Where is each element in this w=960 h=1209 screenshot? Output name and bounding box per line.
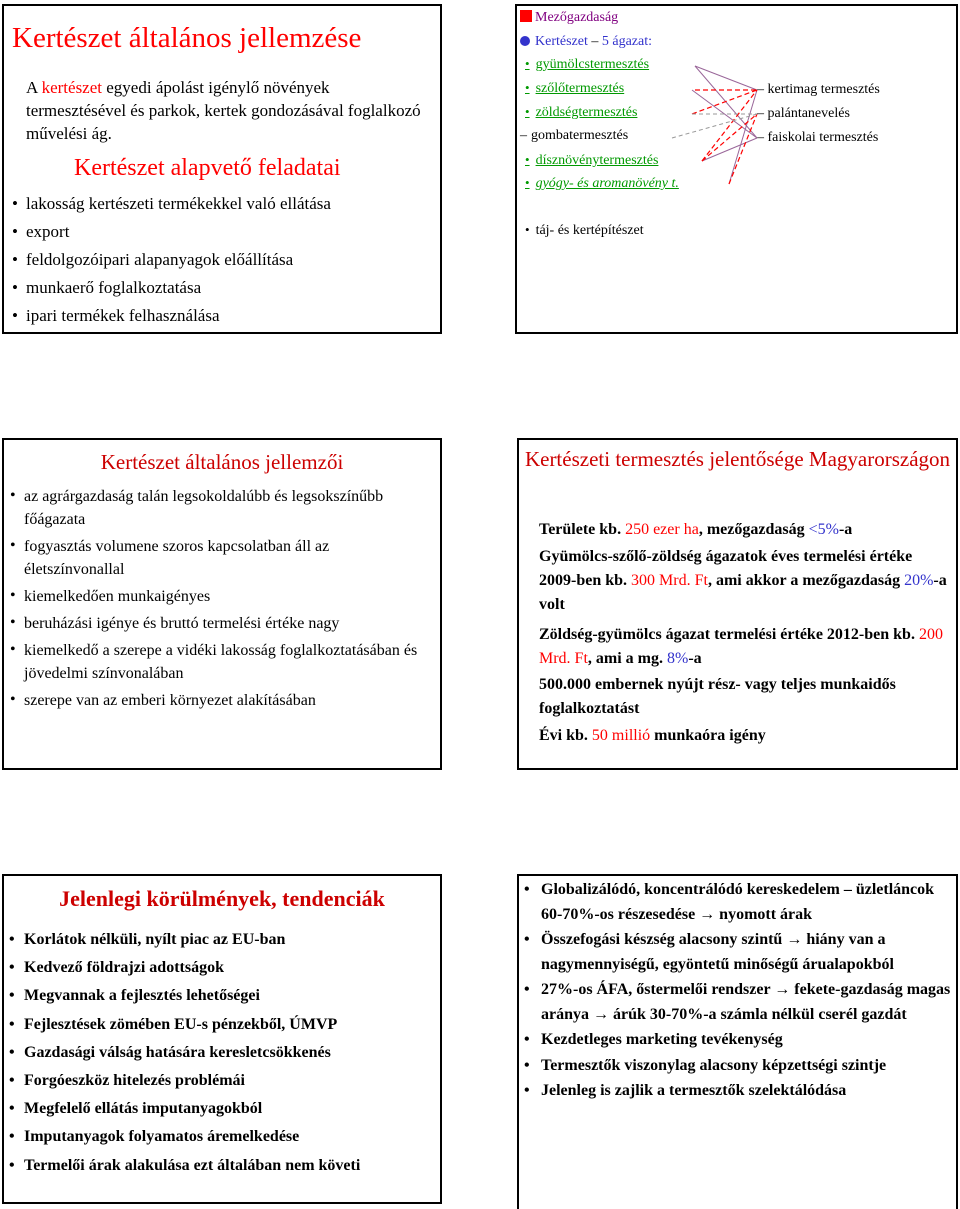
connection-lines [517, 6, 957, 332]
list-item: • munkaerő foglalkoztatása [4, 274, 331, 302]
list-item: • az agrárgazdaság talán legsokoldalúbb és legsokszínűbb főágazata [12, 485, 432, 531]
slide-jelentosege [517, 438, 958, 770]
list-item: • Gazdasági válság hatására keresletcsökkenés [4, 1039, 360, 1067]
branch-gomba: – gombatermesztés [520, 128, 629, 143]
list-item: • Termelői árak alakulása ezt általában nem követi [4, 1152, 360, 1180]
branch-szolo: • szőlőtermesztés [525, 80, 625, 96]
list-item: • 27%-os ÁFA, őstermelői rendszer → fekete-gazdaság magas aránya → árúk 30-70%-a számla nélkül cserél gazdát [519, 978, 951, 1027]
list-item: • kiemelkedően munkaigényes [12, 585, 432, 608]
right-palanta: – palántanevelés [757, 106, 850, 121]
terulet-paragraph: Területe kb. 250 ezer ha, mezőgazdaság <5%-a [539, 521, 853, 538]
termelesi-ertek-2009: Gyümölcs-szőlő-zöldség ágazatok éves termelési értéke 2009-ben kb. 300 Mrd. Ft, ami akkor a mezőgazdaság 20%-a volt [539, 548, 947, 613]
termelesi-ertek-2012: Zöldség-gyümölcs ágazat termelési értéke 2012-ben kb. 200 Mrd. Ft, ami a mg. 8%-a [539, 626, 943, 667]
characteristics-list [12, 485, 432, 716]
list-item: • Fejlesztések zömében EU-s pénzekből, ÚMVP [4, 1011, 360, 1039]
list-item: • kiemelkedő a szerepe a vidéki lakosság foglalkoztatásában és jövedelmi színvonalában [12, 639, 432, 685]
slide-agazatok [515, 4, 958, 334]
slide-jellemzoi [2, 438, 442, 770]
list-item: • Imputanyagok folyamatos áremelkedése [4, 1123, 360, 1151]
list-item: • beruházási igénye és bruttó termelési értéke nagy [12, 612, 432, 635]
branch-zoldseg: • zöldségtermesztés [525, 104, 638, 120]
slide-kerteszet-jellemzese [2, 4, 442, 334]
tendencies-list [519, 878, 951, 1105]
list-item: • ipari termékek felhasználása [4, 302, 331, 330]
list-item: • Termesztők viszonylag alacsony képzettségi szintje [519, 1054, 951, 1079]
list-item: • Megvannak a fejlesztés lehetőségei [4, 982, 360, 1010]
slide-title: Kertészeti termesztés jelentősége Magyarországon [524, 447, 951, 471]
foglalkoztatas: 500.000 embernek nyújt rész- vagy teljes munkaidős foglalkoztatást [539, 676, 896, 717]
definition-text: A kertészet egyedi ápolást igénylő növények termesztésével és parkok, kertek gondozásával foglalkozó művelési ág. [26, 78, 421, 143]
list-item: • fogyasztás volumene szoros kapcsolatban áll az életszínvonallal [12, 535, 432, 581]
kerteszet-label: Kertészet – 5 ágazat: [520, 34, 652, 50]
slide-title: Kertészet általános jellemzése [12, 22, 362, 54]
mezogazdasag-label: Mezőgazdaság [520, 10, 618, 26]
conditions-list [4, 926, 360, 1180]
list-item: • Korlátok nélküli, nyílt piac az EU-ban [4, 926, 360, 954]
list-item: • Kedvező földrajzi adottságok [4, 954, 360, 982]
list-item: • Megfelelő ellátás imputanyagokból [4, 1095, 360, 1123]
munkaora-igeny: Évi kb. 50 millió munkaóra igény [539, 727, 766, 744]
branch-disznoveny: • dísznövénytermesztés [525, 152, 659, 168]
slide-tendenciak-folytatas [517, 874, 958, 1209]
slide-subtitle: Kertészet alapvető feladatai [74, 155, 341, 181]
list-item: • Összefogási készség alacsony szintű → hiány van a nagymennyiségű, egyöntetű minőségű árualapokból [519, 928, 951, 977]
list-item: • Jelenleg is zajlik a termesztők szelektálódása [519, 1079, 951, 1104]
slide-title: Jelenlegi körülmények, tendenciák [59, 886, 385, 911]
slide-korulmenyek [2, 874, 442, 1204]
list-item: • lakosság kertészeti termékekkel való ellátása [4, 190, 331, 218]
list-item: • Forgóeszköz hitelezés problémái [4, 1067, 360, 1095]
branch-gyumolcs: • gyümölcstermesztés [525, 56, 650, 72]
right-faiskola: – faiskolai termesztés [757, 130, 879, 145]
slide-title: Kertészet általános jellemzői [100, 450, 344, 474]
branch-gyogy: • gyógy- és aromanövény t. [525, 175, 679, 191]
task-list [4, 190, 331, 330]
list-item: • szerepe van az emberi környezet alakításában [12, 689, 432, 712]
list-item: • Globalizálódó, koncentrálódó kereskedelem – üzletláncok 60-70%-os részesedése → nyomott árak [519, 878, 951, 927]
right-kertimag: – kertimag termesztés [757, 82, 880, 97]
list-item: • export [4, 218, 331, 246]
list-item: • Kezdetleges marketing tevékenység [519, 1028, 951, 1053]
taj-kertepiteszet: • táj- és kertépítészet [525, 222, 644, 238]
list-item: • feldolgozóipari alapanyagok előállítása [4, 246, 331, 274]
